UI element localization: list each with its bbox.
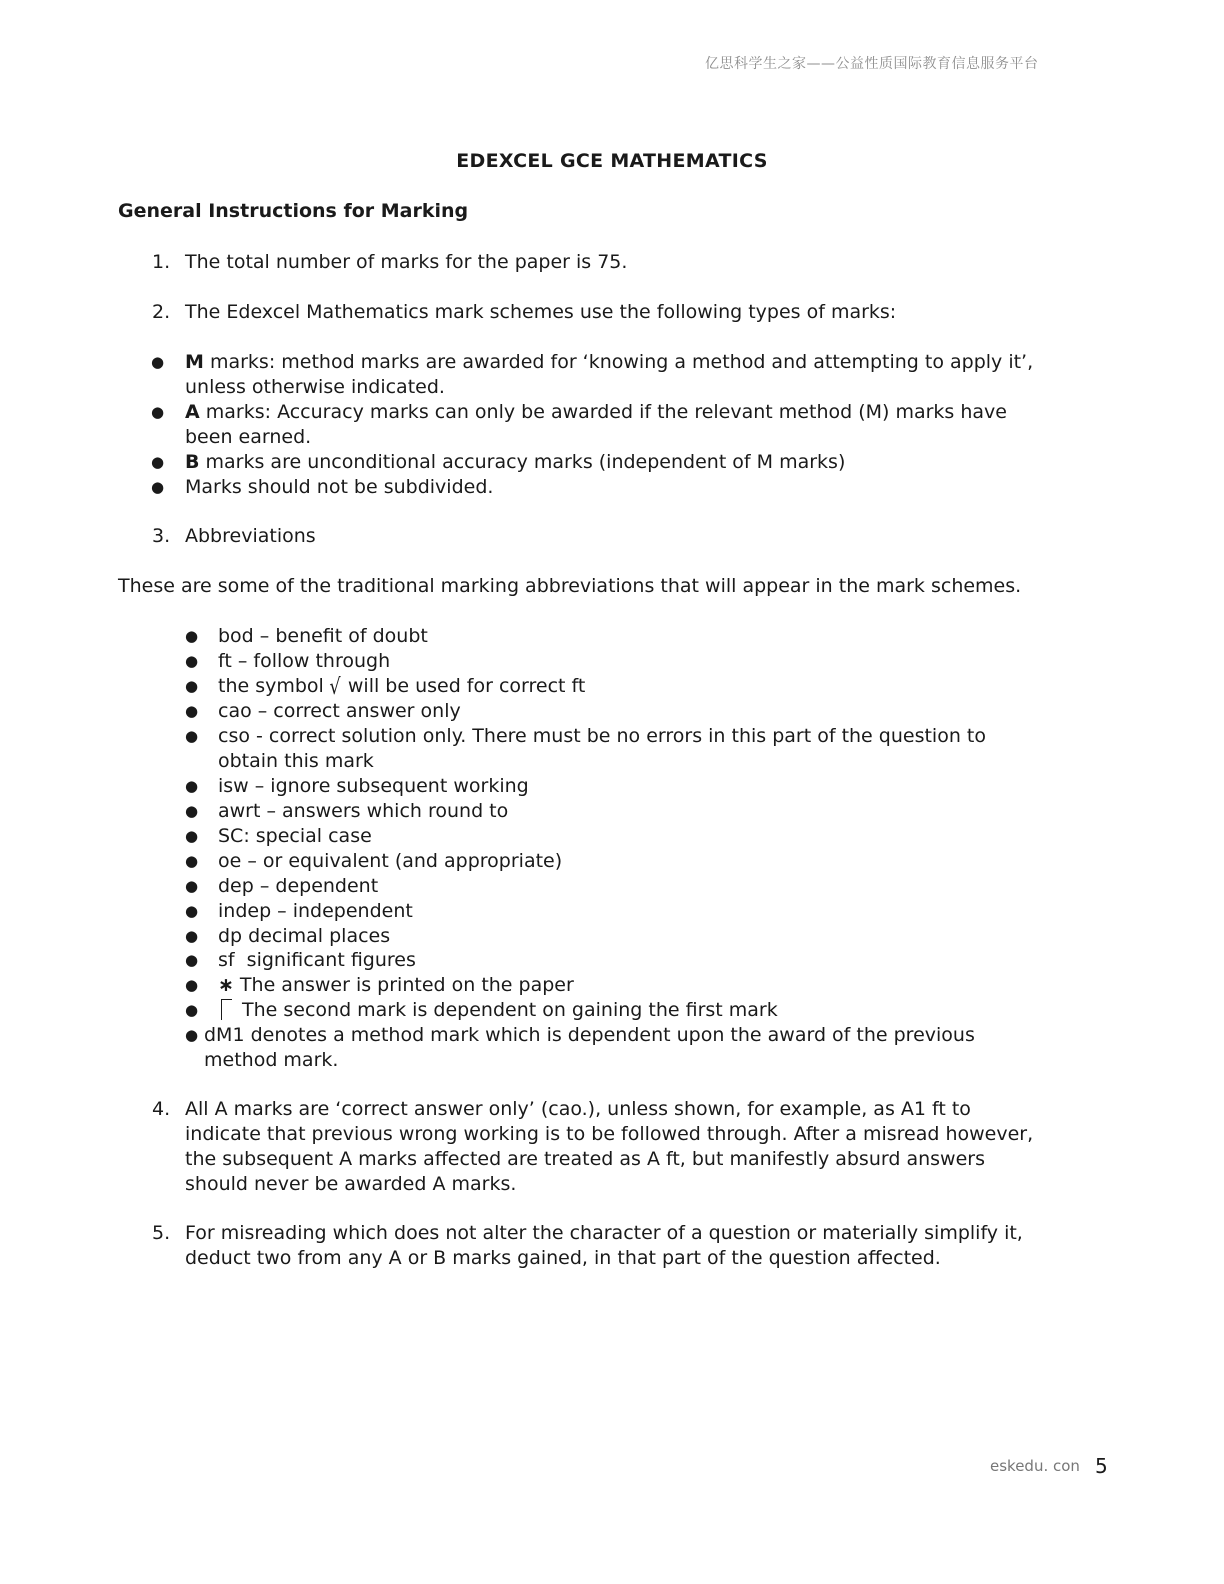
asterisk-icon: ∗ <box>218 974 234 996</box>
abbreviations-intro: These are some of the traditional marking abbreviations that will appear in the mark schemes. <box>118 575 1022 597</box>
item5-line: For misreading which does not alter the character of a question or materially simplify it, <box>185 1222 1023 1244</box>
bullet-icon: ● <box>185 1026 199 1044</box>
abbrev-ft: ft – follow through <box>218 650 391 672</box>
bullet-icon: ● <box>151 353 165 371</box>
abbrev-cso: cso - correct solution only. There must be no errors in this part of the question to <box>218 725 986 747</box>
bullet-icon: ● <box>151 478 165 496</box>
section-heading: General Instructions for Marking <box>118 200 469 222</box>
bullet-icon: ● <box>185 927 199 945</box>
abbrev-star: ∗ The answer is printed on the paper <box>218 974 574 996</box>
bullet-icon: ● <box>185 852 199 870</box>
abbrev-isw: isw – ignore subsequent working <box>218 775 529 797</box>
abbrev-indep: indep – independent <box>218 900 413 922</box>
bullet-icon: ● <box>185 727 199 745</box>
bullet-icon: ● <box>185 1001 199 1019</box>
abbrev-dp: dp decimal places <box>218 925 391 947</box>
marks-a-line: A marks: Accuracy marks can only be awarded if the relevant method (M) marks have <box>185 401 1007 423</box>
item4-line: the subsequent A marks affected are treated as A ft, but manifestly absurd answers <box>185 1148 985 1170</box>
abbrev-dm1: dM1 denotes a method mark which is dependent upon the award of the previous <box>204 1024 975 1046</box>
bullet-icon: ● <box>185 677 199 695</box>
item-text: Abbreviations <box>185 525 316 547</box>
bullet-icon: ● <box>185 777 199 795</box>
abbrev-sf: sf significant figures <box>218 949 416 971</box>
marks-subdivide-line: Marks should not be subdivided. <box>185 476 494 498</box>
abbrev-oe: oe – or equivalent (and appropriate) <box>218 850 563 872</box>
bullet-icon: ● <box>185 652 199 670</box>
item-number: 1. <box>152 251 171 273</box>
item-number: 4. <box>152 1098 171 1120</box>
item4-line: indicate that previous wrong working is to be followed through. After a misread however, <box>185 1123 1034 1145</box>
abbrev-symbol: the symbol √ will be used for correct ft <box>218 675 586 700</box>
bullet-icon: ● <box>185 877 199 895</box>
bullet-icon: ● <box>185 627 199 645</box>
item-text: The Edexcel Mathematics mark schemes use the following types of marks: <box>185 301 897 323</box>
page-title: EDEXCEL GCE MATHEMATICS <box>456 150 768 172</box>
abbrev-bracket: The second mark is dependent on gaining the first mark <box>218 998 778 1023</box>
marks-m-line: M marks: method marks are awarded for ‘knowing a method and attempting to apply it’, <box>185 351 1034 373</box>
item-number: 2. <box>152 301 171 323</box>
check-icon: √ <box>329 675 341 700</box>
item-number: 5. <box>152 1222 171 1244</box>
item5-line: deduct two from any A or B marks gained, in that part of the question affected. <box>185 1247 941 1269</box>
item-text: The total number of marks for the paper is 75. <box>185 251 628 273</box>
page-number: 5 <box>1095 1454 1108 1478</box>
item4-line: should never be awarded A marks. <box>185 1173 517 1195</box>
bullet-icon: ● <box>151 403 165 421</box>
abbrev-dm1-line-2: method mark. <box>204 1049 339 1071</box>
footer-site-text: eskedu. con <box>990 1457 1080 1475</box>
item4-line: All A marks are ‘correct answer only’ (cao.), unless shown, for example, as A1 ft to <box>185 1098 971 1120</box>
abbrev-cao: cao – correct answer only <box>218 700 461 722</box>
bullet-icon: ● <box>185 902 199 920</box>
item-number: 3. <box>152 525 171 547</box>
abbrev-sc: SC: special case <box>218 825 372 847</box>
bullet-icon: ● <box>185 976 199 994</box>
marks-b-line: B marks are unconditional accuracy marks (independent of M marks) <box>185 451 846 473</box>
bullet-icon: ● <box>185 802 199 820</box>
watermark-text: 亿思科学生之家——公益性质国际教育信息服务平台 <box>705 56 1039 72</box>
bullet-icon: ● <box>185 951 199 969</box>
abbrev-cso-line-2: obtain this mark <box>218 750 374 772</box>
bullet-icon: ● <box>151 453 165 471</box>
abbrev-dep: dep – dependent <box>218 875 379 897</box>
marks-a-line-2: been earned. <box>185 426 312 448</box>
abbrev-bod: bod – benefit of doubt <box>218 625 428 647</box>
bracket-icon <box>221 999 232 1020</box>
bullet-icon: ● <box>185 827 199 845</box>
marks-m-line-2: unless otherwise indicated. <box>185 376 445 398</box>
bullet-icon: ● <box>185 702 199 720</box>
abbrev-awrt: awrt – answers which round to <box>218 800 509 822</box>
